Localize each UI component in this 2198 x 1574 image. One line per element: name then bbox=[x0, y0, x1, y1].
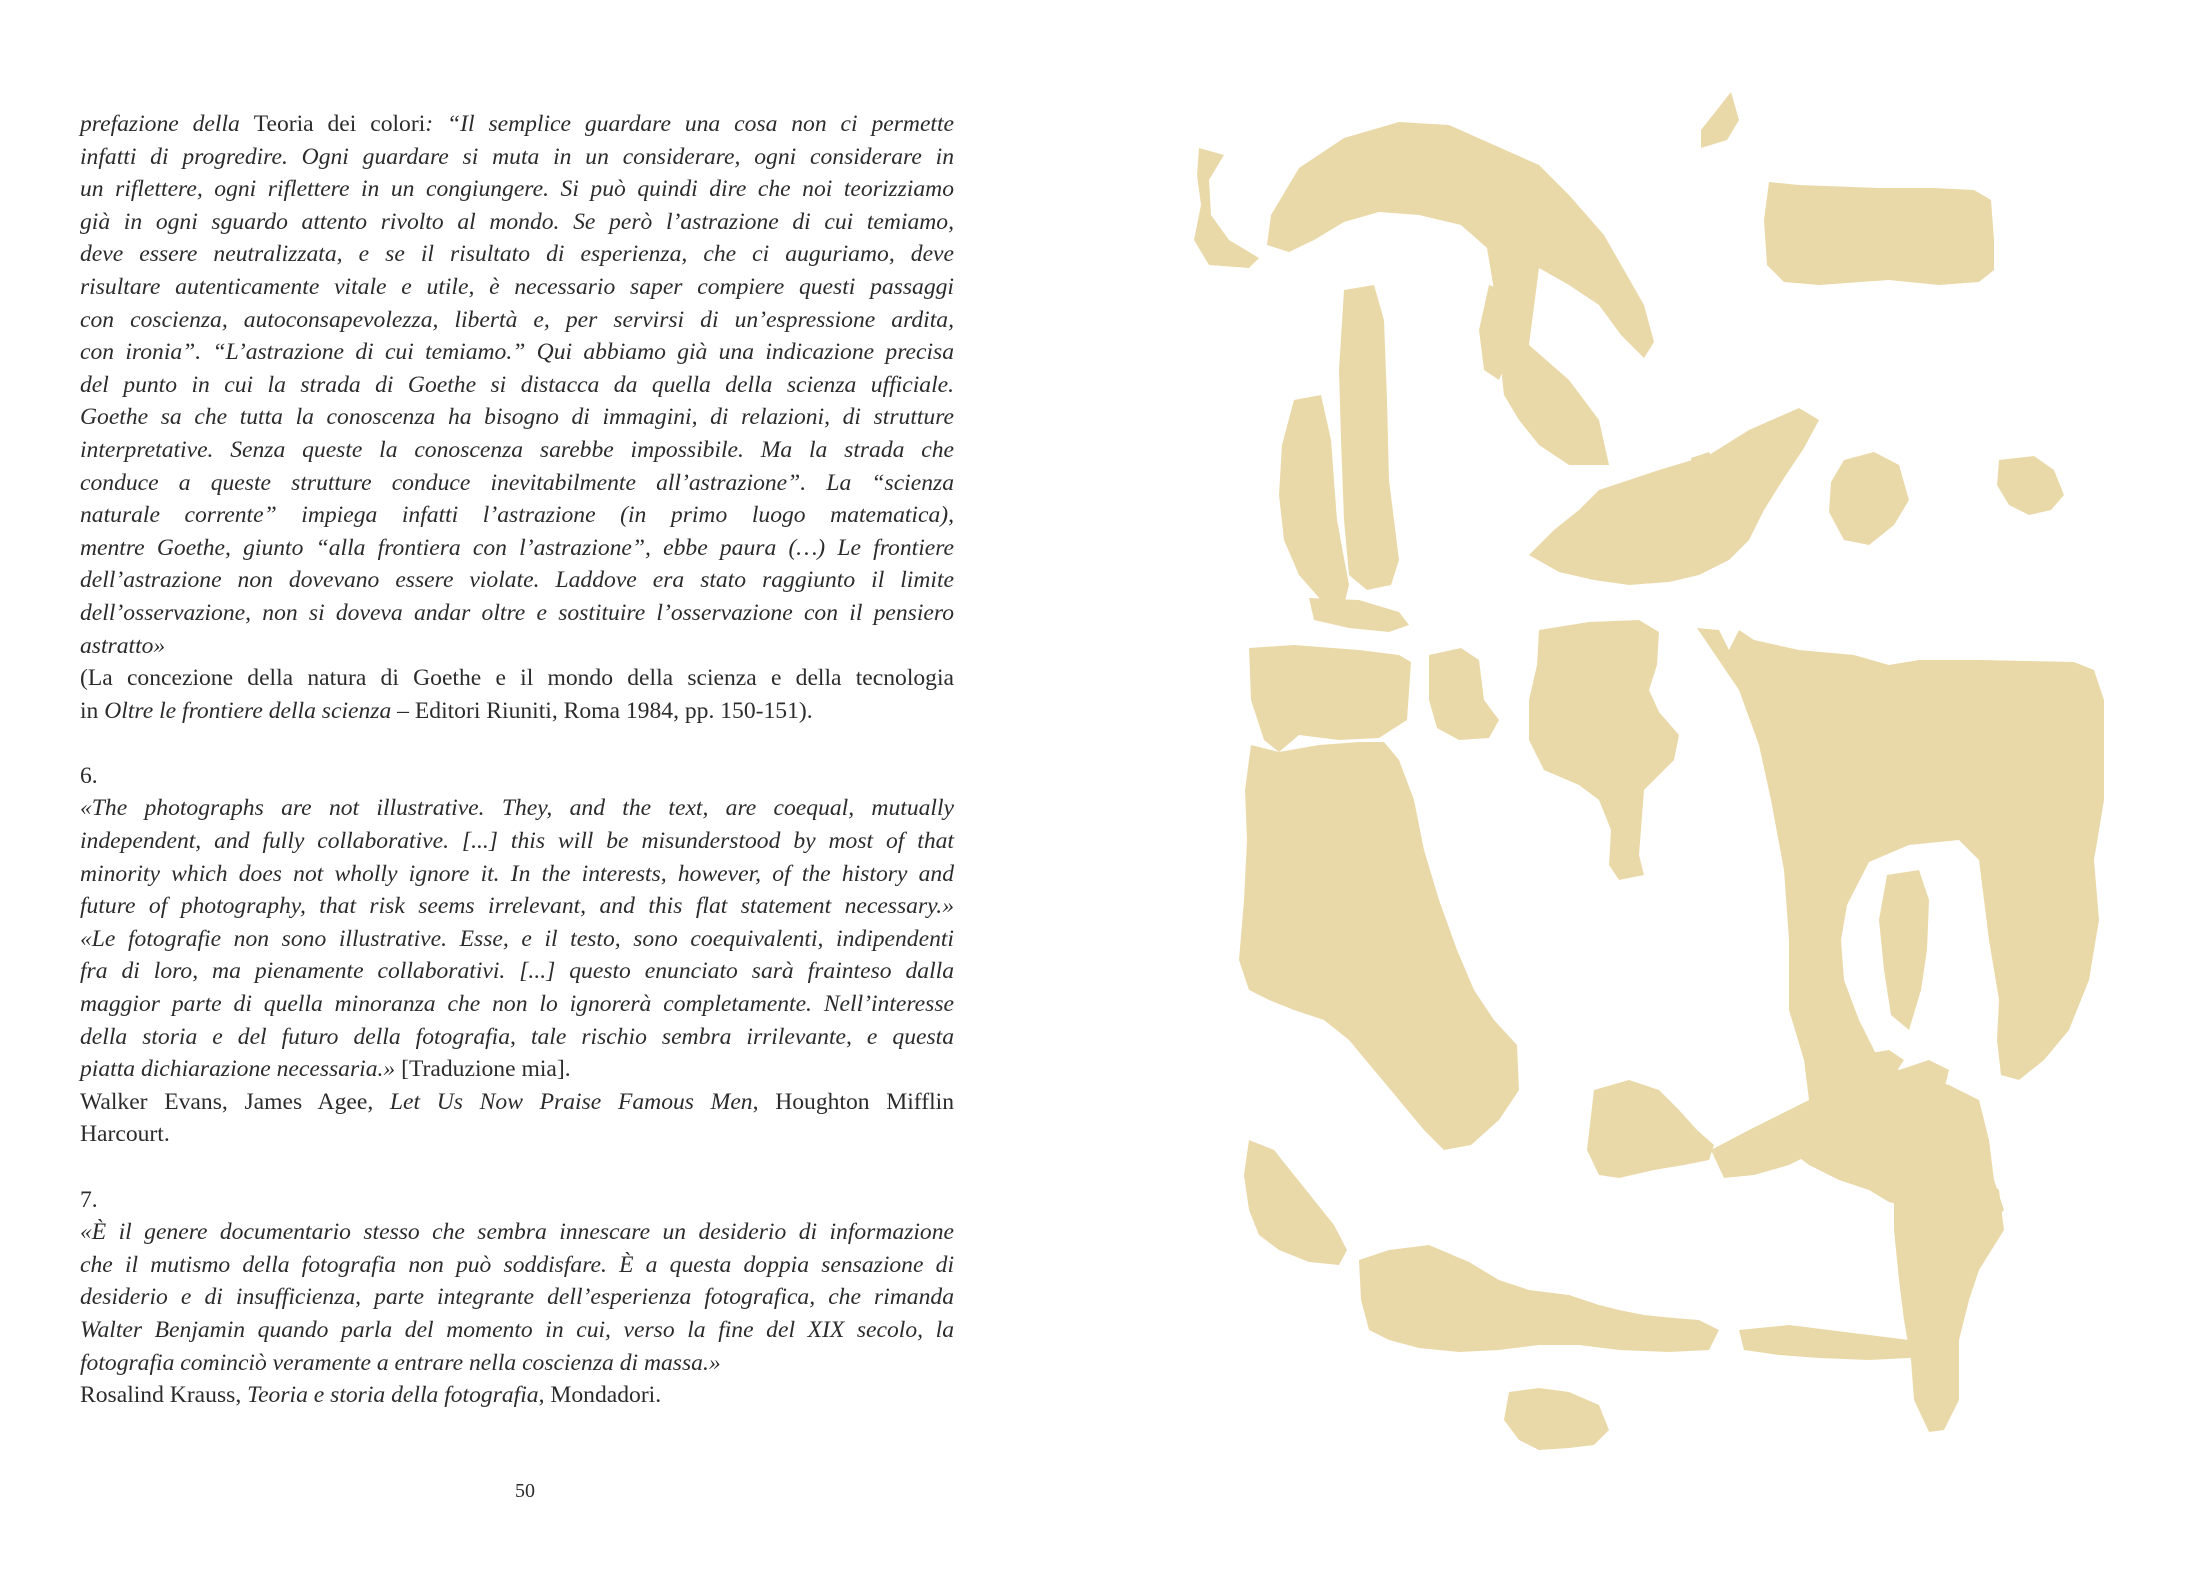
text-run: fotografia cominciò veramente a entrare nella coscienza di massa.» bbox=[80, 1349, 721, 1376]
text-line bbox=[80, 630, 954, 663]
text-line bbox=[80, 890, 954, 923]
text-run: future of photography, that risk seems irrelevant, and this flat statement necessary.» bbox=[80, 893, 954, 920]
cutout-shape bbox=[1739, 1325, 1929, 1360]
cutout-shape bbox=[1359, 1245, 1719, 1352]
note-7-number: 7. bbox=[80, 1186, 98, 1213]
text-line bbox=[80, 564, 954, 597]
text-run: Teoria e storia della fotografia bbox=[247, 1382, 539, 1409]
text-run: naturale corrente” impiega infatti l’astrazione (in primo luogo matematica), bbox=[80, 502, 954, 529]
text-line bbox=[80, 467, 954, 500]
text-run: astratto» bbox=[80, 632, 166, 659]
text-run: minority which does not wholly ignore it. In the interests, however, of the history and bbox=[80, 860, 954, 887]
cutout-shape bbox=[1879, 870, 1929, 1030]
text-run: dell’astrazione non dovevano essere violate. Laddove era stato raggiunto il limite bbox=[80, 567, 954, 594]
text-line bbox=[80, 271, 954, 304]
text-run: Teoria dei colori bbox=[253, 111, 426, 137]
text-line bbox=[80, 1347, 954, 1380]
cutout-shape bbox=[1194, 148, 1259, 268]
cutout-shape bbox=[1429, 648, 1499, 740]
text-run: independent, and fully collaborative. [...] this will be misunderstood by most of that bbox=[80, 828, 954, 855]
text-line bbox=[80, 792, 954, 825]
text-run: [Traduzione mia]. bbox=[401, 1056, 571, 1083]
text-line bbox=[80, 662, 954, 695]
text-run: Rosalind Krauss, bbox=[80, 1382, 248, 1409]
text-run: già in ogni sguardo attento rivolto al mondo. Se però l’astrazione di cui temiamo, bbox=[80, 208, 954, 235]
text-line bbox=[80, 1118, 954, 1151]
text-line bbox=[80, 597, 954, 630]
cutout-shape bbox=[1239, 742, 1519, 1150]
text-line bbox=[80, 988, 954, 1021]
text-run: Walter Benjamin quando parla del momento in cui, verso la fine del XIX secolo, la bbox=[80, 1316, 954, 1343]
text-run: Goethe sa che tutta la conoscenza ha bisogno di immagini, di relazioni, di strutture bbox=[80, 404, 954, 431]
right-page bbox=[1099, 0, 2198, 1574]
text-run: , Houghton Mifflin bbox=[752, 1088, 954, 1115]
text-line bbox=[80, 336, 954, 369]
text-line bbox=[80, 1281, 954, 1314]
text-run: interpretative. Senza queste la conoscenza sarebbe impossibile. Ma la strada che bbox=[80, 436, 954, 463]
text-line bbox=[80, 1021, 954, 1054]
text-run: fra di loro, ma pienamente collaborativi. [...] questo enunciato sarà frainteso dalla bbox=[80, 958, 954, 985]
cutout-shape bbox=[1587, 1080, 1714, 1178]
text-run: Let Us Now Praise Famous Men bbox=[389, 1088, 753, 1115]
text-run: risultare autenticamente vitale e utile, è necessario saper compiere questi passaggi bbox=[80, 273, 954, 300]
text-run: piatta dichiarazione necessaria.» bbox=[80, 1056, 402, 1083]
text-line bbox=[80, 401, 954, 434]
text-run: , Mondadori. bbox=[538, 1382, 662, 1409]
text-line bbox=[80, 1314, 954, 1347]
note-6-body bbox=[80, 792, 954, 1151]
cutout-shape bbox=[1479, 285, 1509, 380]
cutout-shape bbox=[1894, 1160, 2004, 1432]
text-line bbox=[80, 1379, 954, 1412]
cutout-shape bbox=[1339, 285, 1399, 590]
text-line bbox=[80, 955, 954, 988]
cutout-shape bbox=[1249, 645, 1411, 752]
text-run: «The photographs are not illustrative. They, and the text, are coequal, mutually bbox=[80, 795, 954, 822]
cutout-shape bbox=[1829, 452, 1909, 545]
cutout-shape bbox=[1279, 395, 1349, 605]
cutout-shape bbox=[1309, 598, 1409, 632]
text-line bbox=[80, 434, 954, 467]
text-line bbox=[80, 1249, 954, 1282]
cutout-shape bbox=[1997, 456, 2064, 515]
text-run: – Editori Riuniti, Roma 1984, pp. 150-151). bbox=[391, 697, 813, 724]
text-run: deve essere neutralizzata, e se il risultato di esperienza, che ci auguriamo, deve bbox=[80, 241, 954, 268]
text-line bbox=[80, 304, 954, 337]
text-run: infatti di progredire. Ogni guardare si muta in un considerare, ogni considerare in bbox=[80, 143, 954, 170]
text-run: Oltre le frontiere della scienza bbox=[104, 697, 392, 724]
text-line bbox=[80, 108, 954, 141]
text-run: mentre Goethe, giunto “alla frontiera con l’astrazione”, ebbe paura (…) Le frontiere bbox=[80, 534, 954, 561]
text-line bbox=[80, 1086, 954, 1119]
text-line bbox=[80, 173, 954, 206]
text-run: del punto in cui la strada di Goethe si distacca da quella della scienza ufficiale. bbox=[80, 371, 954, 398]
text-line bbox=[80, 858, 954, 891]
abstract-cutout-illustration bbox=[1099, 0, 2198, 1574]
text-run: che il mutismo della fotografia non può soddisfare. È a questa doppia sensazione di bbox=[80, 1251, 954, 1278]
cutout-shape bbox=[1504, 1388, 1609, 1450]
text-line bbox=[80, 141, 954, 174]
note-6-number: 6. bbox=[80, 762, 98, 789]
text-line bbox=[80, 825, 954, 858]
text-run: Walker Evans, James Agee, bbox=[80, 1088, 390, 1115]
text-run: «È il genere documentario stesso che sembra innescare un desiderio di informazione bbox=[80, 1219, 954, 1246]
text-line bbox=[80, 369, 954, 402]
text-run: (La concezione della natura di Goethe e il mondo della scienza e della tecnologia bbox=[80, 665, 954, 692]
quote-goethe bbox=[80, 108, 954, 727]
text-run: della storia e del futuro della fotografia, tale rischio sembra irrilevante, e questa bbox=[80, 1023, 954, 1050]
cutout-shapes bbox=[1194, 92, 2104, 1450]
cutout-shape bbox=[1244, 1140, 1347, 1265]
text-run: dell’osservazione, non si doveva andar oltre e sostituire l’osservazione con il pensiero bbox=[80, 599, 954, 626]
text-line bbox=[80, 1216, 954, 1249]
cutout-shape bbox=[1701, 92, 1739, 148]
page-number: 50 bbox=[515, 1480, 535, 1502]
text-run: un riflettere, ogni riflettere in un congiungere. Si può quindi dire che noi teorizziamo bbox=[80, 176, 954, 203]
text-run: con coscienza, autoconsapevolezza, libertà e, per servirsi di un’espressione ardita, bbox=[80, 306, 954, 333]
cutout-shape bbox=[1529, 620, 1679, 880]
text-line bbox=[80, 238, 954, 271]
text-line bbox=[80, 206, 954, 239]
text-run: Harcourt. bbox=[80, 1121, 170, 1148]
cutout-shape bbox=[1764, 182, 1994, 285]
text-run: in bbox=[80, 697, 105, 724]
text-run: «Le fotografie non sono illustrative. Esse, e il testo, sono coequivalenti, indipendenti bbox=[80, 925, 954, 952]
text-line bbox=[80, 532, 954, 565]
notes-text bbox=[80, 108, 954, 1412]
text-run: prefazione della bbox=[80, 111, 254, 137]
text-line bbox=[80, 499, 954, 532]
text-run: : “Il semplice guardare una cosa non ci permette bbox=[425, 111, 955, 137]
text-run: desiderio e di insufficienza, parte integrante dell’esperienza fotografica, che rimanda bbox=[80, 1284, 954, 1311]
text-run: con ironia”. “L’astrazione di cui temiamo.” Qui abbiamo già una indicazione precisa bbox=[80, 339, 954, 366]
text-run: conduce a queste strutture conduce inevitabilmente all’astrazione”. La “scienza bbox=[80, 469, 954, 496]
text-line bbox=[80, 1053, 954, 1086]
text-line bbox=[80, 923, 954, 956]
text-run: maggior parte di quella minoranza che non lo ignorerà completamente. Nell’interesse bbox=[80, 991, 954, 1018]
text-line bbox=[80, 695, 954, 728]
note-7-body bbox=[80, 1216, 954, 1412]
